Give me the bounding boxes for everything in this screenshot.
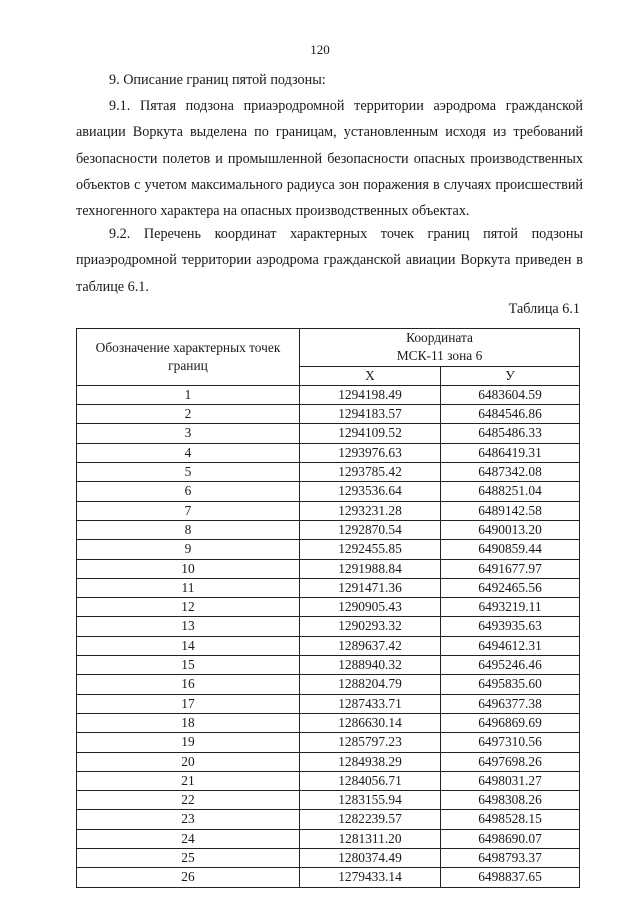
coord-x: 1279433.14 bbox=[300, 868, 441, 887]
table-row bbox=[77, 694, 580, 713]
table-row bbox=[77, 733, 580, 752]
point-number: 20 bbox=[77, 752, 300, 771]
coord-y: 6497310.56 bbox=[441, 733, 580, 752]
table-row bbox=[77, 385, 580, 404]
point-number: 22 bbox=[77, 791, 300, 810]
point-number: 6 bbox=[77, 482, 300, 501]
coord-y: 6486419.31 bbox=[441, 443, 580, 462]
coord-x: 1292455.85 bbox=[300, 540, 441, 559]
point-number: 10 bbox=[77, 559, 300, 578]
paragraph-9-2: 9.2. Перечень координат характерных точек границ пятой подзоны приаэродромной территории аэродрома гражданской авиации Воркута приведен в таблице 6.1. bbox=[76, 226, 583, 295]
point-number: 16 bbox=[77, 675, 300, 694]
table-row bbox=[77, 405, 580, 424]
point-number: 21 bbox=[77, 771, 300, 790]
table-row bbox=[77, 559, 580, 578]
coord-x: 1285797.23 bbox=[300, 733, 441, 752]
coord-x: 1294109.52 bbox=[300, 424, 441, 443]
table-row bbox=[77, 636, 580, 655]
table-row bbox=[77, 501, 580, 520]
coord-x: 1293976.63 bbox=[300, 443, 441, 462]
table-row bbox=[77, 713, 580, 732]
coord-x: 1293231.28 bbox=[300, 501, 441, 520]
coord-x: 1283155.94 bbox=[300, 791, 441, 810]
coord-x: 1280374.49 bbox=[300, 849, 441, 868]
coord-y: 6493219.11 bbox=[441, 598, 580, 617]
coord-y: 6488251.04 bbox=[441, 482, 580, 501]
table-row bbox=[77, 868, 580, 887]
point-number: 3 bbox=[77, 424, 300, 443]
page-number: 120 bbox=[310, 42, 330, 57]
header-x: Х bbox=[300, 366, 441, 385]
coord-x: 1293785.42 bbox=[300, 463, 441, 482]
point-number: 7 bbox=[77, 501, 300, 520]
coord-y: 6498308.26 bbox=[441, 791, 580, 810]
coord-x: 1290293.32 bbox=[300, 617, 441, 636]
coord-x: 1281311.20 bbox=[300, 829, 441, 848]
coord-y: 6487342.08 bbox=[441, 463, 580, 482]
coord-y: 6490013.20 bbox=[441, 520, 580, 539]
paragraph-9-1: 9.1. Пятая подзона приаэродромной территории аэродрома гражданской авиации Воркута выделена по границам, установленным исходя из требований безопасности полетов и промышленной безопасности опасных производственных объектов с учетом максимального радиуса зон поражения в случаях происшествий техногенного характера на опасных производственных объектах. bbox=[76, 98, 583, 220]
header-point: Обозначение характерных точек границ bbox=[77, 329, 300, 386]
table-row bbox=[77, 656, 580, 675]
point-number: 9 bbox=[77, 540, 300, 559]
point-number: 15 bbox=[77, 656, 300, 675]
table-row bbox=[77, 675, 580, 694]
coord-x: 1294198.49 bbox=[300, 385, 441, 404]
header-coordinate-title: Координата bbox=[406, 330, 473, 345]
table-row bbox=[77, 598, 580, 617]
point-number: 2 bbox=[77, 405, 300, 424]
coord-x: 1293536.64 bbox=[300, 482, 441, 501]
coord-y: 6493935.63 bbox=[441, 617, 580, 636]
coord-y: 6498690.07 bbox=[441, 829, 580, 848]
coord-x: 1291988.84 bbox=[300, 559, 441, 578]
coord-x: 1291471.36 bbox=[300, 578, 441, 597]
coord-x: 1286630.14 bbox=[300, 713, 441, 732]
point-number: 14 bbox=[77, 636, 300, 655]
header-y: У bbox=[441, 366, 580, 385]
coord-x: 1294183.57 bbox=[300, 405, 441, 424]
header-coordinate bbox=[300, 329, 580, 367]
coord-x: 1282239.57 bbox=[300, 810, 441, 829]
point-number: 4 bbox=[77, 443, 300, 462]
table-row bbox=[77, 791, 580, 810]
point-number: 26 bbox=[77, 868, 300, 887]
section-heading: 9. Описание границ пятой подзоны: bbox=[109, 72, 326, 88]
coord-y: 6495835.60 bbox=[441, 675, 580, 694]
coord-y: 6490859.44 bbox=[441, 540, 580, 559]
coord-y: 6498031.27 bbox=[441, 771, 580, 790]
table-row bbox=[77, 810, 580, 829]
table-row bbox=[77, 578, 580, 597]
table-row bbox=[77, 771, 580, 790]
point-number: 23 bbox=[77, 810, 300, 829]
coord-y: 6491677.97 bbox=[441, 559, 580, 578]
point-number: 1 bbox=[77, 385, 300, 404]
point-number: 19 bbox=[77, 733, 300, 752]
table-caption: Таблица 6.1 bbox=[508, 301, 580, 317]
table-row bbox=[77, 520, 580, 539]
point-number: 12 bbox=[77, 598, 300, 617]
coord-x: 1287433.71 bbox=[300, 694, 441, 713]
coord-y: 6495246.46 bbox=[441, 656, 580, 675]
table-row bbox=[77, 482, 580, 501]
coord-y: 6484546.86 bbox=[441, 405, 580, 424]
coord-y: 6492465.56 bbox=[441, 578, 580, 597]
coord-x: 1284056.71 bbox=[300, 771, 441, 790]
point-number: 17 bbox=[77, 694, 300, 713]
point-number: 11 bbox=[77, 578, 300, 597]
coord-y: 6494612.31 bbox=[441, 636, 580, 655]
table-body bbox=[77, 385, 580, 887]
coord-y: 6485486.33 bbox=[441, 424, 580, 443]
point-number: 8 bbox=[77, 520, 300, 539]
table-row bbox=[77, 443, 580, 462]
coord-x: 1289637.42 bbox=[300, 636, 441, 655]
coord-y: 6496377.38 bbox=[441, 694, 580, 713]
coord-y: 6496869.69 bbox=[441, 713, 580, 732]
header-coordinate-system: МСК-11 зона 6 bbox=[396, 348, 483, 364]
table-row bbox=[77, 617, 580, 636]
table-row bbox=[77, 829, 580, 848]
table-row bbox=[77, 849, 580, 868]
table-row bbox=[77, 752, 580, 771]
coord-x: 1290905.43 bbox=[300, 598, 441, 617]
coord-x: 1284938.29 bbox=[300, 752, 441, 771]
coord-y: 6489142.58 bbox=[441, 501, 580, 520]
coord-y: 6497698.26 bbox=[441, 752, 580, 771]
table-row bbox=[77, 540, 580, 559]
point-number: 18 bbox=[77, 713, 300, 732]
coord-y: 6483604.59 bbox=[441, 385, 580, 404]
coord-y: 6498528.15 bbox=[441, 810, 580, 829]
coord-x: 1288940.32 bbox=[300, 656, 441, 675]
table-row bbox=[77, 424, 580, 443]
coord-x: 1288204.79 bbox=[300, 675, 441, 694]
coord-y: 6498837.65 bbox=[441, 868, 580, 887]
point-number: 25 bbox=[77, 849, 300, 868]
coord-y: 6498793.37 bbox=[441, 849, 580, 868]
table-row bbox=[77, 463, 580, 482]
point-number: 24 bbox=[77, 829, 300, 848]
coordinates-table bbox=[76, 328, 580, 888]
point-number: 5 bbox=[77, 463, 300, 482]
point-number: 13 bbox=[77, 617, 300, 636]
coord-x: 1292870.54 bbox=[300, 520, 441, 539]
